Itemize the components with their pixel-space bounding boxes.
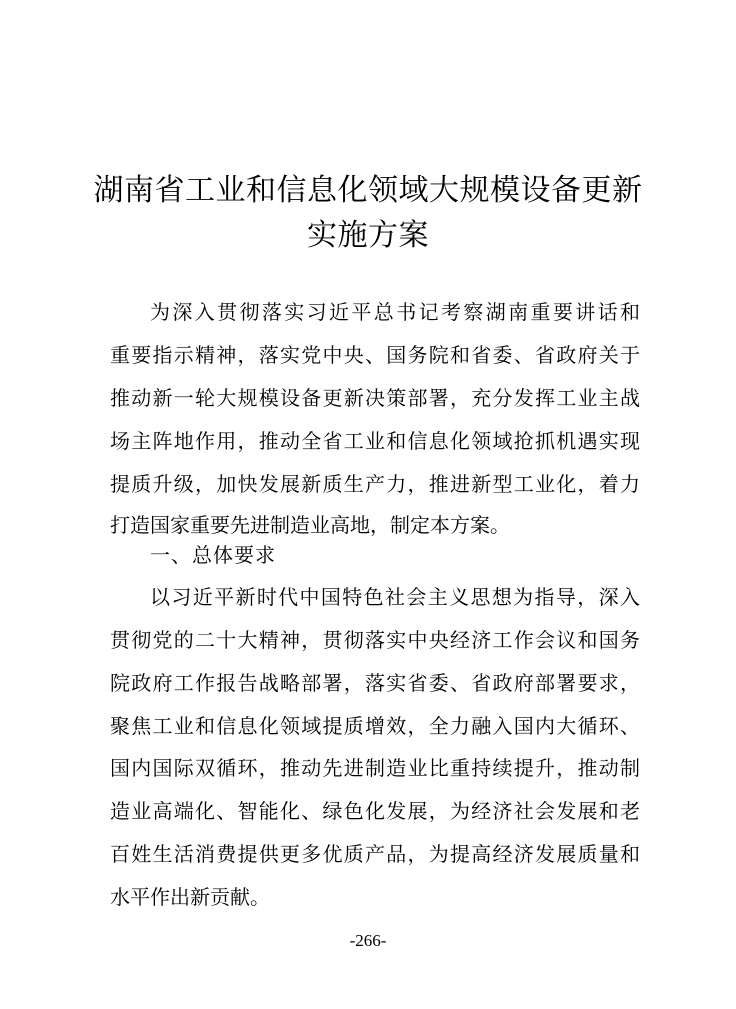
paragraph-1-line-6: 打造国家重要先进制造业高地，制定本方案。 [110, 513, 510, 537]
document-title-line-1: 湖南省工业和信息化领域大规模设备更新 [93, 173, 643, 208]
paragraph-2-line-1: 以习近平新时代中国特色社会主义思想为指导，深入 [150, 585, 640, 609]
paragraph-2-line-4: 聚焦工业和信息化领域提质增效，全力融入国内大循环、 [110, 714, 640, 738]
paragraph-2-line-2: 贯彻党的二十大精神，贯彻落实中央经济工作会议和国务 [110, 628, 640, 652]
page-number: -266- [349, 931, 387, 950]
paragraph-2-line-7: 百姓生活消费提供更多优质产品，为提高经济发展质量和 [110, 842, 640, 866]
paragraph-1-line-2: 重要指示精神，落实党中央、国务院和省委、省政府关于 [110, 343, 640, 367]
paragraph-2-line-3: 院政府工作报告战略部署，落实省委、省政府部署要求， [110, 671, 640, 695]
paragraph-2-line-5: 国内国际双循环，推动先进制造业比重持续提升，推动制 [110, 756, 640, 780]
paragraph-2-line-6: 造业高端化、智能化、绿色化发展，为经济社会发展和老 [110, 799, 640, 823]
paragraph-1-line-4: 场主阵地作用，推动全省工业和信息化领域抢抓机遇实现 [110, 429, 640, 453]
section-heading-general-requirements: 一、总体要求 [150, 543, 276, 567]
paragraph-1-line-5: 提质升级，加快发展新质生产力，推进新型工业化，着力 [110, 472, 640, 496]
paragraph-2-line-8: 水平作出新贡献。 [110, 885, 270, 909]
document-title-line-2: 实施方案 [307, 218, 429, 253]
paragraph-1-line-1: 为深入贯彻落实习近平总书记考察湖南重要讲话和 [150, 300, 640, 324]
paragraph-1-line-3: 推动新一轮大规模设备更新决策部署，充分发挥工业主战 [110, 386, 640, 410]
